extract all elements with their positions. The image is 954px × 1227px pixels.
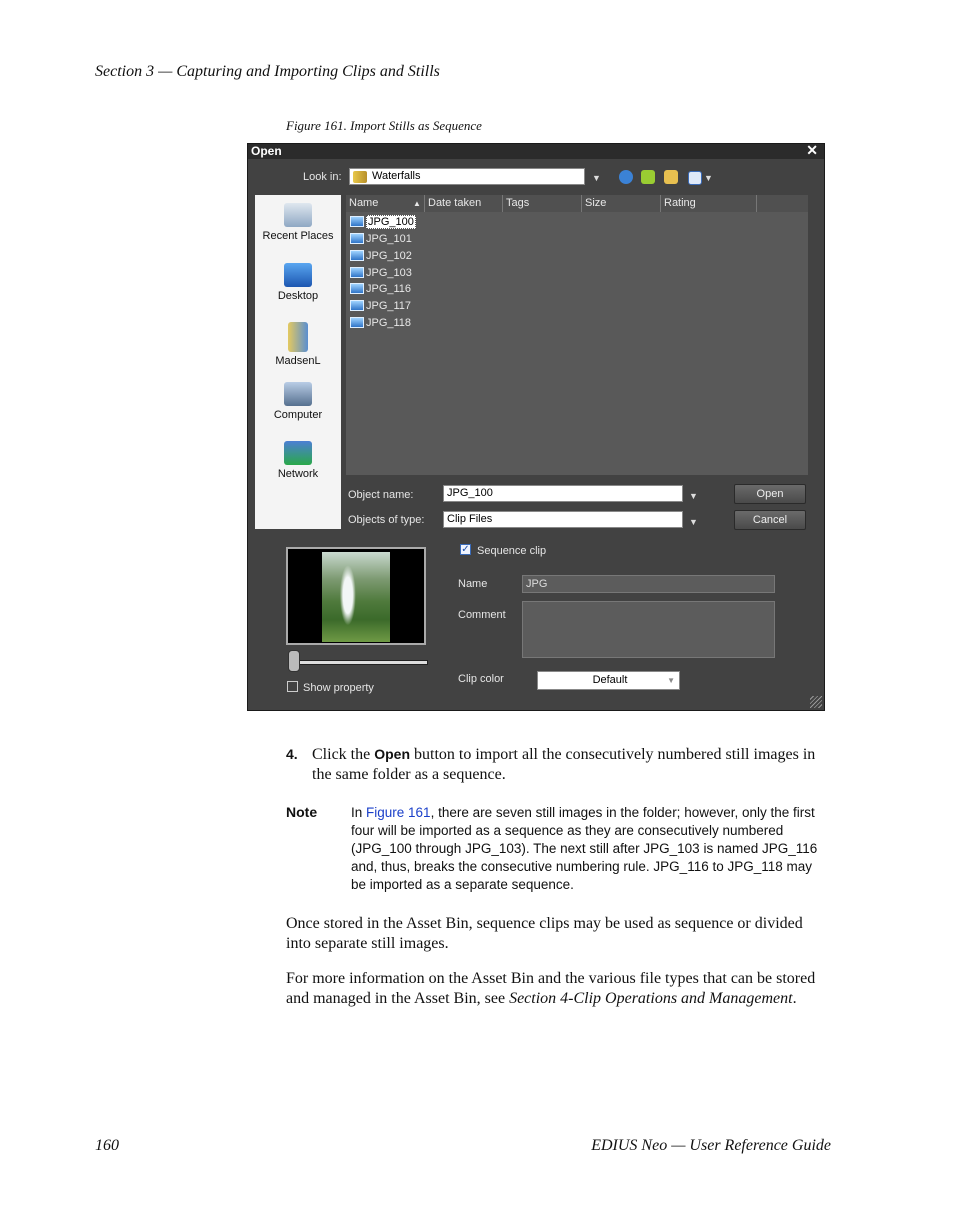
- list-item[interactable]: JPG_116: [350, 281, 411, 297]
- open-dialog: [247, 143, 825, 711]
- image-file-icon: [350, 283, 364, 294]
- list-item[interactable]: JPG_117: [350, 298, 411, 314]
- column-header-tags[interactable]: Tags: [503, 195, 582, 212]
- show-property-label: Show property: [303, 682, 374, 694]
- comment-textarea[interactable]: [522, 601, 775, 658]
- column-header-name[interactable]: Name ▲: [346, 195, 425, 212]
- show-property-checkbox[interactable]: [287, 681, 298, 692]
- list-item[interactable]: JPG_118: [350, 315, 411, 331]
- paragraph-asset-bin: Once stored in the Asset Bin, sequence clips may be used as sequence or divided into separate still images.: [286, 915, 803, 952]
- section-reference: Section 4-Clip Operations and Management: [509, 989, 793, 1007]
- image-file-icon: [350, 317, 364, 328]
- back-icon[interactable]: [619, 170, 633, 184]
- clip-color-label: Clip color: [458, 673, 504, 685]
- clip-color-select[interactable]: [537, 671, 680, 690]
- desktop-icon: [284, 263, 312, 287]
- place-recent-places[interactable]: Recent Places: [255, 203, 341, 242]
- running-header: Section 3 — Capturing and Importing Clips and Stills: [95, 63, 440, 80]
- image-file-icon: [350, 216, 364, 227]
- column-header-date-taken[interactable]: Date taken: [425, 195, 503, 212]
- up-folder-icon[interactable]: [641, 170, 655, 184]
- list-item[interactable]: JPG_103: [350, 265, 412, 281]
- preview-slider-thumb[interactable]: [288, 650, 300, 672]
- paragraph-more-info: For more information on the Asset Bin and the various file types that can be stored and managed in the Asset Bin, see Section 4-Clip Operations and Management.: [286, 970, 816, 1007]
- sequence-clip-checkbox[interactable]: ✓: [461, 544, 470, 555]
- object-name-input[interactable]: JPG_100: [443, 485, 683, 502]
- image-file-icon: [350, 250, 364, 261]
- list-item[interactable]: JPG_100: [350, 214, 416, 230]
- note-text: In Figure 161, there are seven still images in the folder; however, only the first four will be imported as a sequence as they are consecutively numbered (JPG_100 through JPG_103). The next still after JPG_103 is named JPG_116 and, thus, breaks the consecutive numbering rule. JPG_116 to JPG_118 may be imported as a separate sequence.: [351, 805, 818, 892]
- step-text: Click the Open button to import all the consecutively numbered still images in the same folder as a sequence.: [312, 746, 816, 783]
- file-list[interactable]: [346, 195, 808, 475]
- image-file-icon: [350, 233, 364, 244]
- object-type-label: Objects of type:: [348, 514, 425, 526]
- user-folder-icon: [288, 322, 308, 352]
- note-label: Note: [286, 804, 318, 820]
- place-madsenl[interactable]: MadsenL: [255, 322, 341, 367]
- recent-places-icon: [284, 203, 312, 227]
- chevron-down-icon: ▼: [667, 676, 675, 685]
- clip-color-value: Default: [592, 674, 628, 686]
- look-in-select[interactable]: [349, 168, 585, 185]
- new-folder-icon[interactable]: [664, 170, 678, 184]
- place-network[interactable]: Network: [255, 441, 341, 480]
- figure-link[interactable]: Figure 161: [366, 805, 431, 820]
- close-icon[interactable]: ✕: [806, 142, 818, 158]
- place-computer[interactable]: Computer: [255, 382, 341, 421]
- look-in-label: Look in:: [303, 171, 342, 183]
- image-file-icon: [350, 300, 364, 311]
- object-name-dropdown-icon[interactable]: ▼: [689, 491, 698, 501]
- step-4: [286, 745, 826, 784]
- footer-title: EDIUS Neo — User Reference Guide: [591, 1137, 831, 1154]
- list-item[interactable]: JPG_102: [350, 248, 412, 264]
- network-icon: [284, 441, 312, 465]
- title-bar: [248, 144, 824, 159]
- folder-icon: [353, 171, 367, 183]
- object-type-dropdown-icon[interactable]: ▼: [689, 517, 698, 527]
- view-menu-icon[interactable]: [688, 171, 702, 185]
- resize-grip-icon[interactable]: [810, 696, 822, 708]
- name-input[interactable]: JPG: [522, 575, 775, 593]
- object-type-select[interactable]: Clip Files: [443, 511, 683, 528]
- view-dropdown-icon[interactable]: ▼: [704, 173, 713, 183]
- preview-thumbnail: [286, 547, 426, 645]
- column-header-rating[interactable]: Rating: [661, 195, 757, 212]
- open-button[interactable]: Open: [734, 484, 806, 504]
- place-desktop[interactable]: Desktop: [255, 263, 341, 302]
- sort-up-icon: ▲: [413, 199, 421, 208]
- step-number: 4.: [286, 746, 298, 762]
- list-item[interactable]: JPG_101: [350, 231, 412, 247]
- look-in-dropdown-icon[interactable]: ▼: [592, 173, 601, 183]
- object-name-label: Object name:: [348, 489, 414, 501]
- image-file-icon: [350, 267, 364, 278]
- places-bar: [255, 195, 341, 529]
- comment-label: Comment: [458, 609, 506, 621]
- column-header-size[interactable]: Size: [582, 195, 661, 212]
- look-in-value: Waterfalls: [372, 170, 421, 182]
- waterfall-image: [322, 552, 390, 642]
- column-header-filler: [757, 195, 808, 212]
- figure-caption: Figure 161. Import Stills as Sequence: [286, 118, 482, 133]
- name-label: Name: [458, 578, 488, 590]
- computer-icon: [284, 382, 312, 406]
- cancel-button[interactable]: Cancel: [734, 510, 806, 530]
- page-number: 160: [95, 1137, 119, 1154]
- sequence-clip-label: Sequence clip: [477, 545, 547, 557]
- preview-slider-track[interactable]: [288, 660, 428, 665]
- dialog-title: Open: [251, 144, 282, 158]
